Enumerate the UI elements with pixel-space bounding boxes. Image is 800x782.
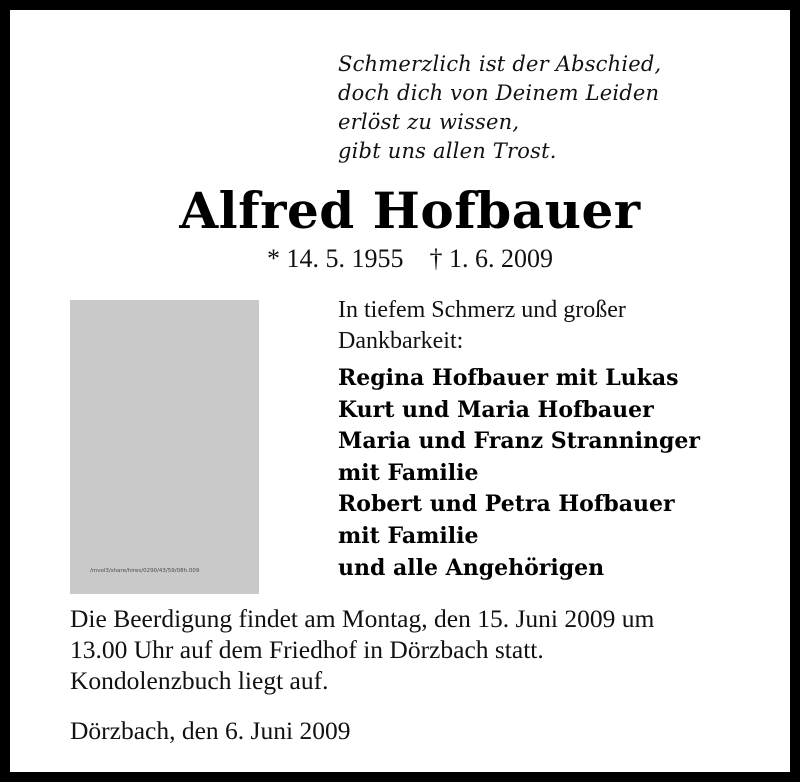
mourner-line: mit Familie bbox=[338, 459, 479, 486]
mourner-line: mit Familie bbox=[338, 522, 479, 549]
mourners-list bbox=[338, 363, 700, 584]
funeral-line: Die Beerdigung findet am Montag, den 15. Juni 2009 um bbox=[70, 604, 655, 633]
funeral-line: 13.00 Uhr auf dem Friedhof in Dörzbach statt. bbox=[70, 635, 544, 664]
birth-date: * 14. 5. 1955 bbox=[267, 244, 404, 273]
funeral-notice bbox=[70, 603, 654, 696]
thanks-text bbox=[338, 295, 626, 357]
poem-line: gibt uns allen Trost. bbox=[338, 139, 557, 163]
funeral-line: Kondolenzbuch liegt auf. bbox=[70, 666, 329, 695]
photo-placeholder bbox=[70, 300, 259, 594]
mourner-line: Kurt und Maria Hofbauer bbox=[338, 396, 654, 423]
thanks-line: Dankbarkeit: bbox=[338, 328, 464, 354]
place-and-date: Dörzbach, den 6. Juni 2009 bbox=[70, 716, 351, 745]
mourner-line: und alle Angehörigen bbox=[338, 554, 605, 581]
poem-line: erlöst zu wissen, bbox=[338, 110, 520, 134]
mourner-line: Robert und Petra Hofbauer bbox=[338, 491, 675, 518]
death-date: † 1. 6. 2009 bbox=[429, 244, 553, 273]
deceased-name: Alfred Hofbauer bbox=[179, 181, 641, 240]
photo-caption: /mvol3/share/hires/0290/43/59/08h.009 bbox=[90, 568, 200, 574]
thanks-line: In tiefem Schmerz und großer bbox=[338, 297, 626, 323]
mourner-line: Maria und Franz Stranninger bbox=[338, 428, 700, 455]
mourner-line: Regina Hofbauer mit Lukas bbox=[338, 365, 679, 391]
poem-line: doch dich von Deinem Leiden bbox=[338, 81, 660, 105]
poem-verse bbox=[338, 50, 661, 166]
life-dates bbox=[10, 242, 800, 276]
poem-line: Schmerzlich ist der Abschied, bbox=[338, 52, 662, 76]
